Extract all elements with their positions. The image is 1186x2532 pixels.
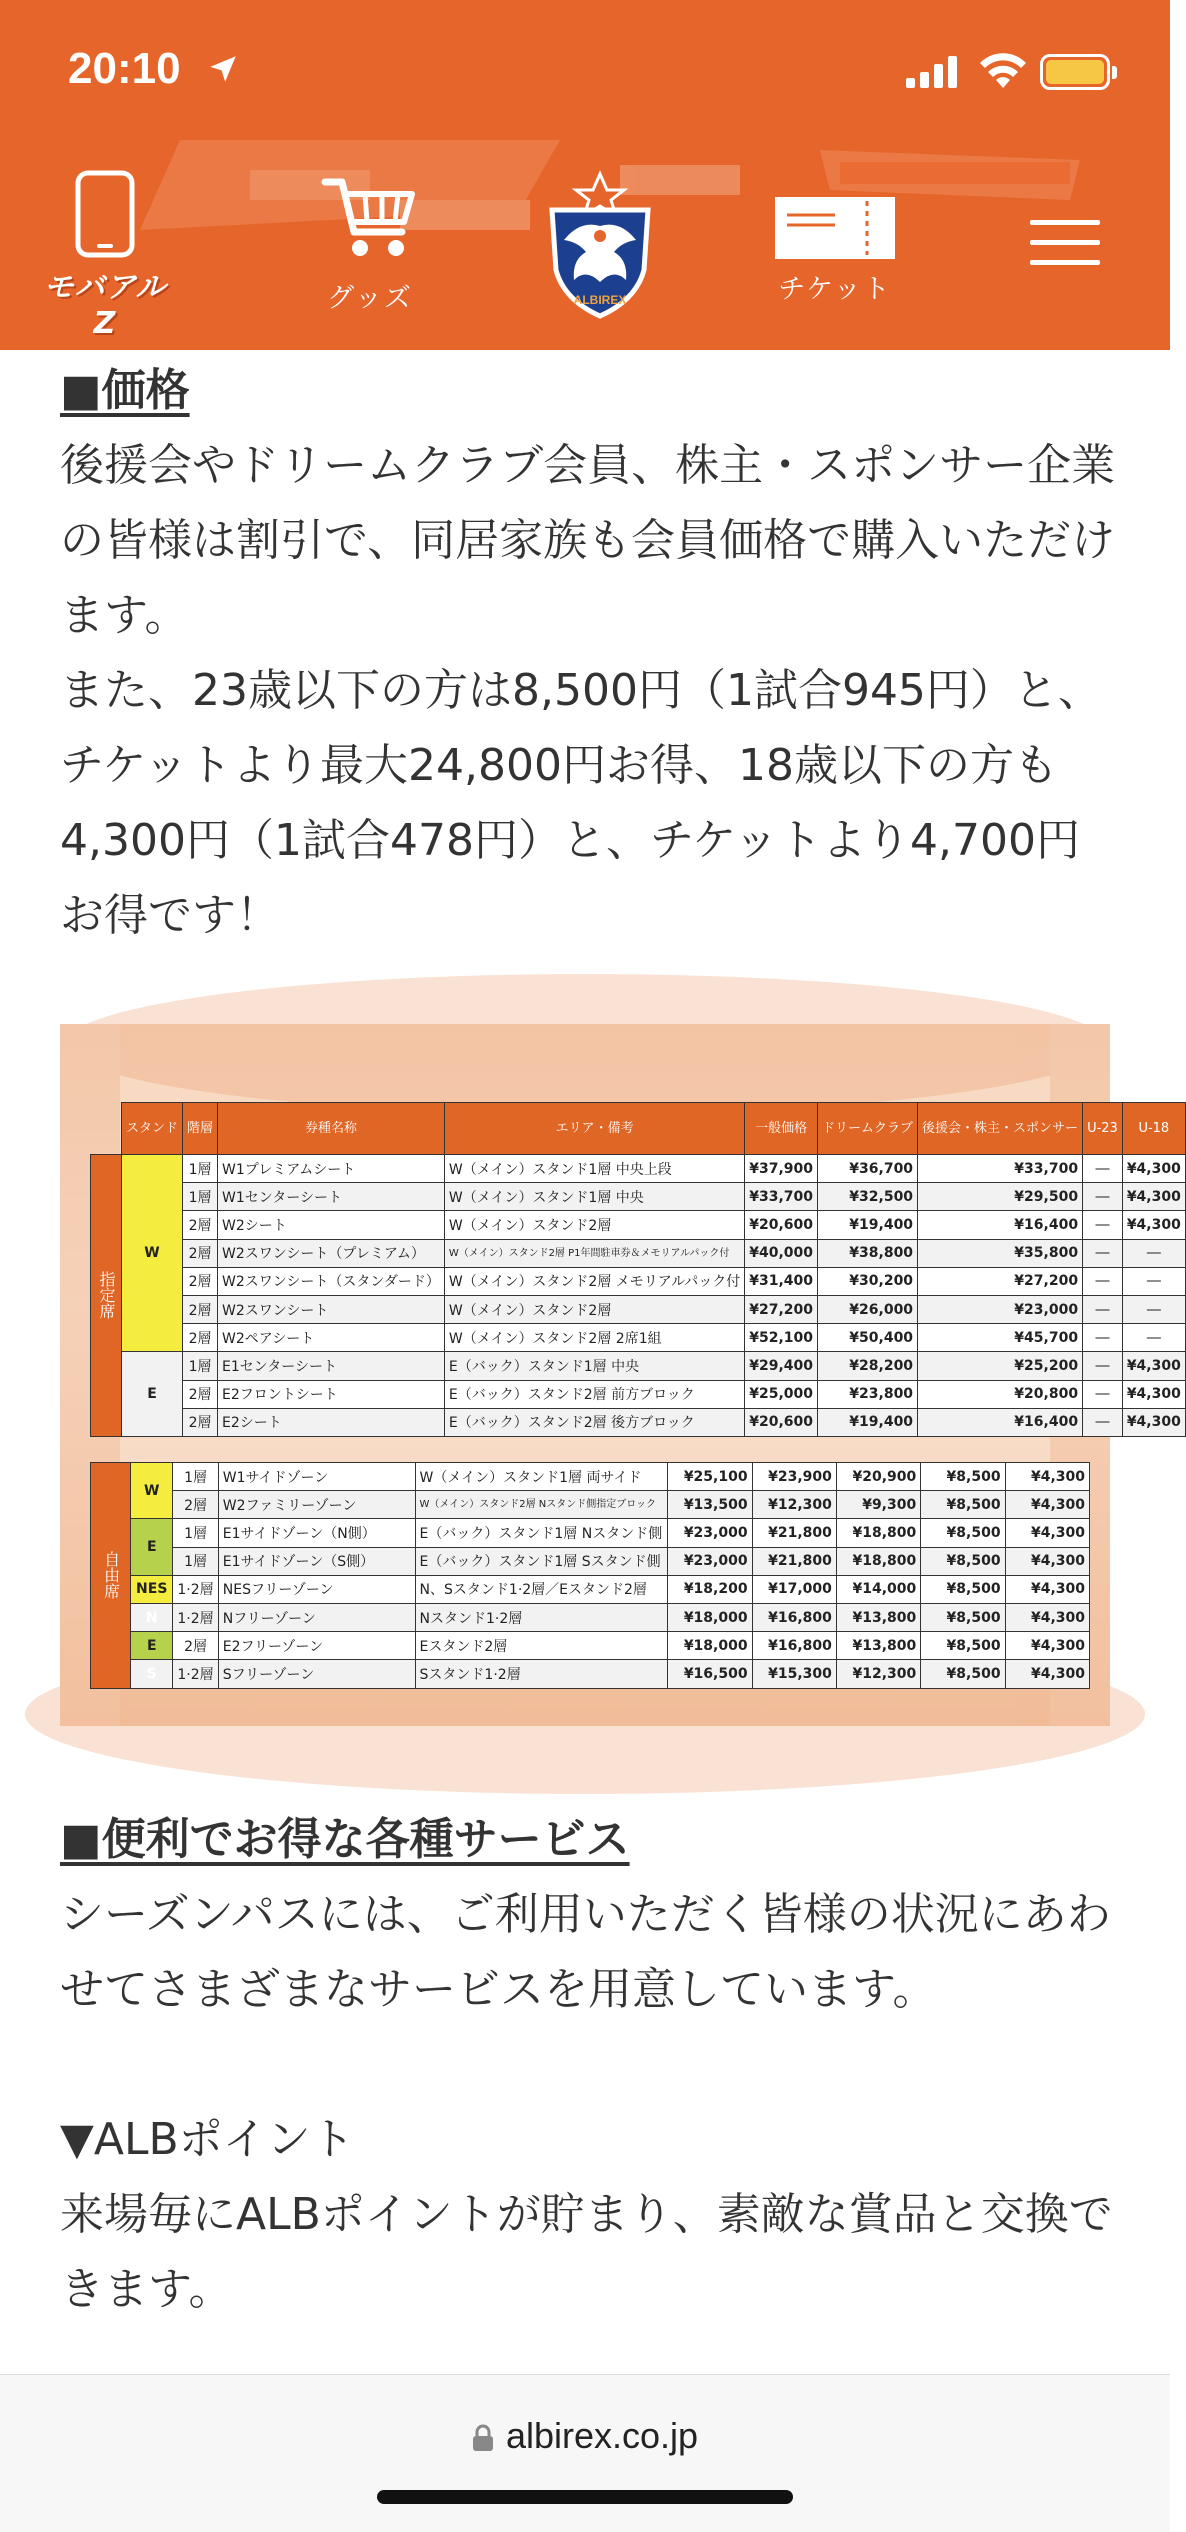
area-cell: W（メイン）スタンド2層 メモリアルパック付: [444, 1267, 744, 1295]
nav-goods-label: グッズ: [327, 283, 413, 314]
shopping-cart-icon: [320, 170, 420, 270]
table-row: [91, 1575, 1090, 1603]
table-row: [91, 1155, 1186, 1183]
location-arrow-icon: [206, 52, 240, 86]
u18-price-cell: ―: [1122, 1267, 1185, 1295]
floor-cell: 1層: [173, 1519, 218, 1547]
dream-price-cell: ¥16,800: [752, 1632, 836, 1660]
floor-cell: 2層: [183, 1267, 218, 1295]
general-price-cell: ¥40,000: [745, 1239, 818, 1267]
floor-cell: 2層: [183, 1211, 218, 1239]
general-price-cell: ¥31,400: [745, 1267, 818, 1295]
u18-price-cell: ¥4,300: [1005, 1519, 1089, 1547]
general-price-cell: ¥18,200: [668, 1575, 752, 1603]
site-header: [0, 140, 1170, 350]
floor-cell: 2層: [173, 1491, 218, 1519]
table-row: [91, 1519, 1090, 1547]
table-row: [91, 1295, 1186, 1323]
u23-price-cell: ¥8,500: [921, 1547, 1005, 1575]
area-cell: W（メイン）スタンド1層 中央: [444, 1183, 744, 1211]
dream-price-cell: ¥21,800: [752, 1519, 836, 1547]
table-row: [91, 1463, 1090, 1491]
u18-price-cell: ¥4,300: [1122, 1183, 1185, 1211]
floor-cell: 1層: [173, 1547, 218, 1575]
u18-price-cell: ¥4,300: [1005, 1660, 1089, 1688]
table-row: [91, 1267, 1186, 1295]
u23-price-cell: ¥8,500: [921, 1632, 1005, 1660]
floor-cell: 1層: [183, 1183, 218, 1211]
u23-price-cell: ¥8,500: [921, 1463, 1005, 1491]
col-name: 券種名称: [218, 1103, 445, 1155]
dream-price-cell: ¥36,700: [818, 1155, 918, 1183]
support-price-cell: ¥23,000: [918, 1295, 1083, 1323]
seat-name-cell: E2シート: [218, 1408, 445, 1436]
area-cell: W（メイン）スタンド2層 P1年間駐車券＆メモリアルパック付: [444, 1239, 744, 1267]
seat-name-cell: NESフリーゾーン: [218, 1575, 415, 1603]
general-price-cell: ¥25,000: [745, 1380, 818, 1408]
col-support: 後援会・株主・スポンサー: [918, 1103, 1083, 1155]
seat-name-cell: W2スワンシート（スタンダード）: [218, 1267, 445, 1295]
u23-price-cell: ¥8,500: [921, 1491, 1005, 1519]
stand-cell: W: [122, 1155, 183, 1352]
u23-price-cell: ¥8,500: [921, 1575, 1005, 1603]
stand-cell: W: [131, 1463, 173, 1519]
free-seat-table: [90, 1462, 1090, 1689]
nav-goods[interactable]: [300, 170, 440, 315]
stand-cell: E: [122, 1352, 183, 1437]
seat-name-cell: W2ファミリーゾーン: [218, 1491, 415, 1519]
area-cell: W（メイン）スタンド2層 2席1組: [444, 1324, 744, 1352]
dream-price-cell: ¥21,800: [752, 1547, 836, 1575]
seat-name-cell: W1サイドゾーン: [218, 1463, 415, 1491]
price-heading: ■価格: [60, 365, 190, 416]
stand-cell: S: [131, 1660, 173, 1688]
col-area: エリア・備考: [444, 1103, 744, 1155]
reserved-seat-table: [90, 1102, 1186, 1437]
seat-name-cell: E1サイドゾーン（S側）: [218, 1547, 415, 1575]
table-row: [91, 1491, 1090, 1519]
support-price-cell: ¥18,800: [836, 1519, 920, 1547]
u18-price-cell: ¥4,300: [1122, 1408, 1185, 1436]
browser-url-bar[interactable]: [0, 2374, 1170, 2532]
area-cell: Eスタンド2層: [415, 1632, 668, 1660]
floor-cell: 2層: [183, 1295, 218, 1323]
support-price-cell: ¥16,400: [918, 1408, 1083, 1436]
col-floor: 階層: [183, 1103, 218, 1155]
general-price-cell: ¥16,500: [668, 1660, 752, 1688]
general-price-cell: ¥23,000: [668, 1519, 752, 1547]
seat-name-cell: W1プレミアムシート: [218, 1155, 445, 1183]
general-price-cell: ¥33,700: [745, 1183, 818, 1211]
albirex-logo[interactable]: [540, 170, 660, 327]
support-price-cell: ¥16,400: [918, 1211, 1083, 1239]
dream-price-cell: ¥19,400: [818, 1211, 918, 1239]
seat-name-cell: Nフリーゾーン: [218, 1603, 415, 1631]
u18-price-cell: ¥4,300: [1005, 1491, 1089, 1519]
table-row: [91, 1408, 1186, 1436]
u18-price-cell: ¥4,300: [1122, 1211, 1185, 1239]
ticket-icon: [773, 195, 897, 261]
area-cell: E（バック）スタンド1層 Nスタンド側: [415, 1519, 668, 1547]
area-cell: E（バック）スタンド2層 前方ブロック: [444, 1380, 744, 1408]
area-cell: W（メイン）スタンド1層 両サイド: [415, 1463, 668, 1491]
area-cell: N、Sスタンド1·2層／Eスタンド2層: [415, 1575, 668, 1603]
u23-price-cell: ¥8,500: [921, 1519, 1005, 1547]
floor-cell: 2層: [183, 1408, 218, 1436]
u18-price-cell: ¥4,300: [1005, 1603, 1089, 1631]
seat-group-label: 自由席: [91, 1463, 131, 1689]
support-price-cell: ¥35,800: [918, 1239, 1083, 1267]
seat-name-cell: W1センターシート: [218, 1183, 445, 1211]
logo-text: ALBIREX: [573, 293, 627, 307]
u18-price-cell: ―: [1122, 1295, 1185, 1323]
seat-name-cell: W2スワンシート（プレミアム）: [218, 1239, 445, 1267]
u23-price-cell: ―: [1083, 1211, 1123, 1239]
cellular-signal-icon: [906, 56, 962, 88]
dream-price-cell: ¥32,500: [818, 1183, 918, 1211]
u23-price-cell: ¥8,500: [921, 1660, 1005, 1688]
dream-price-cell: ¥30,200: [818, 1267, 918, 1295]
u23-price-cell: ―: [1083, 1183, 1123, 1211]
battery-icon: [1040, 54, 1110, 90]
floor-cell: 2層: [183, 1324, 218, 1352]
support-price-cell: ¥9,300: [836, 1491, 920, 1519]
support-price-cell: ¥29,500: [918, 1183, 1083, 1211]
seat-name-cell: Sフリーゾーン: [218, 1660, 415, 1688]
home-indicator: [377, 2490, 793, 2504]
area-cell: E（バック）スタンド1層 中央: [444, 1352, 744, 1380]
floor-cell: 1·2層: [173, 1660, 218, 1688]
support-price-cell: ¥13,800: [836, 1632, 920, 1660]
table-row: [91, 1211, 1186, 1239]
seat-name-cell: E1サイドゾーン（N側）: [218, 1519, 415, 1547]
area-cell: W（メイン）スタンド2層 Nスタンド側指定ブロック: [415, 1491, 668, 1519]
col-stand: スタンド: [122, 1103, 183, 1155]
status-time: 20:10: [68, 44, 181, 93]
seat-name-cell: W2シート: [218, 1211, 445, 1239]
table-row: [91, 1183, 1186, 1211]
u23-price-cell: ―: [1083, 1352, 1123, 1380]
lock-icon: [472, 2424, 494, 2452]
dream-price-cell: ¥23,800: [818, 1380, 918, 1408]
dream-price-cell: ¥19,400: [818, 1408, 918, 1436]
services-heading: ■便利でお得な各種サービス: [60, 1814, 630, 1865]
u18-price-cell: ¥4,300: [1005, 1575, 1089, 1603]
price-paragraph-1: 後援会やドリームクラブ会員、株主・スポンサー企業の皆様は割引で、同居家族も会員価格で購入いただけます。: [60, 440, 1116, 641]
u23-price-cell: ―: [1083, 1380, 1123, 1408]
area-cell: E（バック）スタンド2層 後方ブロック: [444, 1408, 744, 1436]
stand-cell: E: [131, 1632, 173, 1660]
area-cell: W（メイン）スタンド2層: [444, 1295, 744, 1323]
col-general: 一般価格: [745, 1103, 818, 1155]
support-price-cell: ¥13,800: [836, 1603, 920, 1631]
floor-cell: 2層: [173, 1632, 218, 1660]
support-price-cell: ¥25,200: [918, 1352, 1083, 1380]
u23-price-cell: ¥8,500: [921, 1603, 1005, 1631]
dream-price-cell: ¥15,300: [752, 1660, 836, 1688]
seat-group-label: 指定席: [91, 1155, 122, 1437]
albirex-crest-icon: [540, 170, 660, 320]
area-cell: W（メイン）スタンド1層 中央上段: [444, 1155, 744, 1183]
general-price-cell: ¥20,600: [745, 1211, 818, 1239]
seat-name-cell: E1センターシート: [218, 1352, 445, 1380]
table-row: [91, 1324, 1186, 1352]
general-price-cell: ¥25,100: [668, 1463, 752, 1491]
table-row: [91, 1547, 1090, 1575]
nav-ticket-label: チケット: [778, 274, 892, 305]
table-row: [91, 1239, 1186, 1267]
table-row: [91, 1603, 1090, 1631]
support-price-cell: ¥27,200: [918, 1267, 1083, 1295]
u18-price-cell: ―: [1122, 1239, 1185, 1267]
col-u18: U-18: [1122, 1103, 1185, 1155]
url-text: albirex.co.jp: [505, 2415, 699, 2456]
col-dream: ドリームクラブ: [818, 1103, 918, 1155]
support-price-cell: ¥18,800: [836, 1547, 920, 1575]
u18-price-cell: ¥4,300: [1005, 1547, 1089, 1575]
seat-name-cell: W2スワンシート: [218, 1295, 445, 1323]
u18-price-cell: ¥4,300: [1122, 1352, 1185, 1380]
general-price-cell: ¥27,200: [745, 1295, 818, 1323]
u23-price-cell: ―: [1083, 1155, 1123, 1183]
dream-price-cell: ¥26,000: [818, 1295, 918, 1323]
seat-name-cell: E2フリーゾーン: [218, 1632, 415, 1660]
u23-price-cell: ―: [1083, 1295, 1123, 1323]
u18-price-cell: ¥4,300: [1005, 1632, 1089, 1660]
page-content: [60, 350, 1120, 953]
u23-price-cell: ―: [1083, 1324, 1123, 1352]
table-row: [91, 1632, 1090, 1660]
stand-cell: NES: [131, 1575, 173, 1603]
table-row: [91, 1380, 1186, 1408]
general-price-cell: ¥18,000: [668, 1632, 752, 1660]
dream-price-cell: ¥38,800: [818, 1239, 918, 1267]
dream-price-cell: ¥50,400: [818, 1324, 918, 1352]
general-price-cell: ¥13,500: [668, 1491, 752, 1519]
alb-point-paragraph: 来場毎にALBポイントが貯まり、素敵な賞品と交換できます。: [60, 2189, 1113, 2315]
general-price-cell: ¥52,100: [745, 1324, 818, 1352]
general-price-cell: ¥23,000: [668, 1547, 752, 1575]
smartphone-icon: [75, 170, 135, 258]
area-cell: E（バック）スタンド1層 Sスタンド側: [415, 1547, 668, 1575]
floor-cell: 2層: [183, 1239, 218, 1267]
floor-cell: 2層: [183, 1380, 218, 1408]
price-paragraph-2: また、23歳以下の方は8,500円（1試合945円）と、チケットより最大24,800円お得、18歳以下の方も4,300円（1試合478円）と、チケットより4,700円お得です！: [60, 665, 1102, 941]
area-cell: Nスタンド1·2層: [415, 1603, 668, 1631]
floor-cell: 1·2層: [173, 1575, 218, 1603]
col-u23: U-23: [1083, 1103, 1123, 1155]
u18-price-cell: ¥4,300: [1005, 1463, 1089, 1491]
u23-price-cell: ―: [1083, 1239, 1123, 1267]
u18-price-cell: ―: [1122, 1324, 1185, 1352]
dream-price-cell: ¥17,000: [752, 1575, 836, 1603]
nav-ticket[interactable]: [765, 195, 905, 306]
general-price-cell: ¥18,000: [668, 1603, 752, 1631]
stand-cell: E: [131, 1519, 173, 1575]
floor-cell: 1層: [183, 1155, 218, 1183]
u23-price-cell: ―: [1083, 1408, 1123, 1436]
support-price-cell: ¥14,000: [836, 1575, 920, 1603]
support-price-cell: ¥33,700: [918, 1155, 1083, 1183]
dream-price-cell: ¥16,800: [752, 1603, 836, 1631]
services-paragraph: シーズンパスには、ご利用いただく皆様の状況にあわせてさまざまなサービスを用意しています。: [60, 1889, 1111, 2015]
status-bar: [0, 0, 1170, 140]
u23-price-cell: ―: [1083, 1267, 1123, 1295]
support-price-cell: ¥45,700: [918, 1324, 1083, 1352]
u18-price-cell: ¥4,300: [1122, 1155, 1185, 1183]
dream-price-cell: ¥23,900: [752, 1463, 836, 1491]
floor-cell: 1層: [173, 1463, 218, 1491]
floor-cell: 1層: [183, 1352, 218, 1380]
general-price-cell: ¥37,900: [745, 1155, 818, 1183]
stand-cell: N: [131, 1603, 173, 1631]
seat-name-cell: W2ペアシート: [218, 1324, 445, 1352]
services-section: [60, 1802, 1120, 2327]
support-price-cell: ¥12,300: [836, 1660, 920, 1688]
area-cell: Sスタンド1·2層: [415, 1660, 668, 1688]
table-row: [91, 1352, 1186, 1380]
wifi-icon: [978, 50, 1028, 90]
dream-price-cell: ¥28,200: [818, 1352, 918, 1380]
hamburger-menu-button[interactable]: [1030, 220, 1100, 280]
area-cell: W（メイン）スタンド2層: [444, 1211, 744, 1239]
general-price-cell: ¥29,400: [745, 1352, 818, 1380]
support-price-cell: ¥20,800: [918, 1380, 1083, 1408]
nav-mobile-albz[interactable]: [40, 170, 170, 341]
alb-point-heading: ▼ALBポイント: [60, 2114, 355, 2165]
seat-name-cell: E2フロントシート: [218, 1380, 445, 1408]
u18-price-cell: ¥4,300: [1122, 1380, 1185, 1408]
dream-price-cell: ¥12,300: [752, 1491, 836, 1519]
support-price-cell: ¥20,900: [836, 1463, 920, 1491]
floor-cell: 1·2層: [173, 1603, 218, 1631]
season-pass-price-table-image: [60, 1024, 1181, 1726]
nav-mobile-label: モバアルZ: [43, 270, 167, 341]
general-price-cell: ¥20,600: [745, 1408, 818, 1436]
table-row: [91, 1660, 1090, 1688]
